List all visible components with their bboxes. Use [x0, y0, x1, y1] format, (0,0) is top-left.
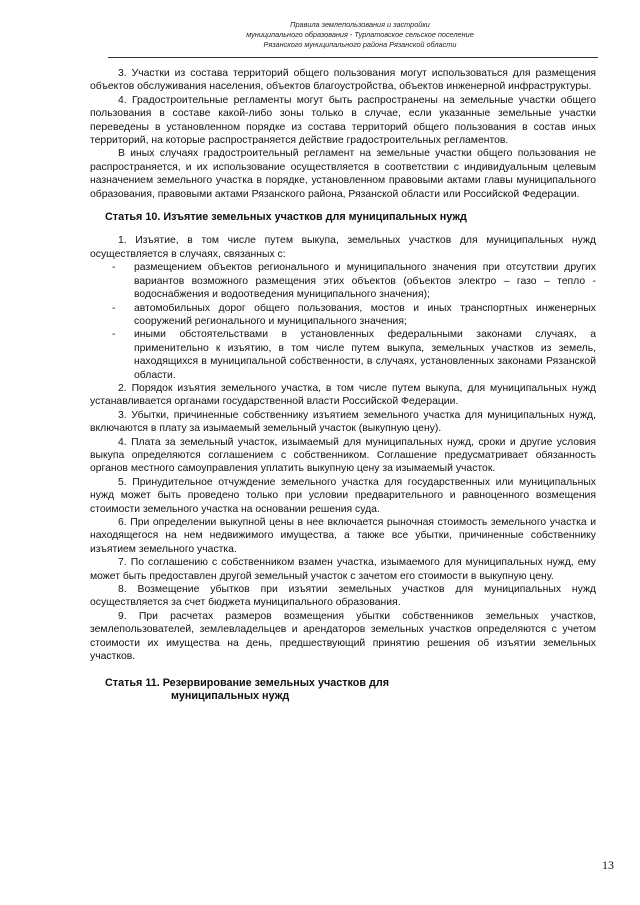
art10-paragraph-8: 8. Возмещение убытков при изъятии земельных участков для муниципальных нужд осуществляется за счет бюджета муниципального образования. [90, 584, 596, 609]
paragraph-3: 3. Участки из состава территорий общего пользования могут использоваться для размещения объектов обслуживания населения, объектов благоустройства, объектов инженерной инфраструктуры. [90, 68, 596, 93]
art10-paragraph-5: 5. Принудительное отчуждение земельного участка для государственных или муниципальных нужд может быть проведено только при условии предварительного и равноценного возмещения стоимости земельного участка на основании решения суда. [90, 476, 596, 515]
list-item: - автомобильных дорог общего пользования, мостов и иных транспортных инженерных сооружений регионального и муниципального значения; [112, 302, 596, 327]
art10-paragraph-1: 1. Изъятие, в том числе путем выкупа, земельных участков для муниципальных нужд осуществляется в случаях, связанных с: [90, 235, 596, 260]
header-divider [108, 57, 598, 58]
article-11-heading [105, 677, 596, 703]
article-11-heading-line-2: муниципальных нужд [171, 690, 290, 703]
art10-paragraph-9: 9. При расчетах размеров возмещения убытки собственников земельных участков, землепользователей, землевладельцев и арендаторов земельных участков определяются с учетом стоимости их имущества на день, предшествующий принятию решения об изъятии земельных участков. [90, 610, 596, 663]
paragraph-other-cases: В иных случаях градостроительный регламент на земельные участки общего пользования не распространяется, и их использование осуществляется в соответствии с индивидуальным целевым назначением земельного участка в порядке, установленном правовыми актами главы муниципального образования, правовыми актами Рязанского района, Рязанской области или Российской Федерации. [90, 148, 596, 200]
paragraph-4: 4. Градостроительные регламенты могут быть распространены на земельные участки общего пользования в составе какой-либо зоны только в случае, если указанные земельные участки переведены в установленном порядке из состава территорий общего пользования в состав иных территорий, на которые распространяется действие градостроительных регламентов. [90, 94, 596, 147]
list-item: - иными обстоятельствами в установленных федеральными законами случаях, а применительно к изъятию, в том числе путем выкупа, земельных участков из земель, находящихся в муниципальной собственности, в случаях, установленных законами Рязанской области. [112, 329, 596, 381]
art10-paragraph-4: 4. Плата за земельный участок, изымаемый для муниципальных нужд, сроки и другие условия выкупа определяются соглашением с собственником. Соглашение предусматривает обязанность органов местного самоуправления уплатить выкупную цену за изымаемый участок. [90, 436, 596, 475]
art10-paragraph-3: 3. Убытки, причиненные собственнику изъятием земельного участка для муниципальных нужд, включаются в плату за изымаемый земельный участок (выкупную цену). [90, 409, 596, 435]
list-item: - размещением объектов регионального и муниципального значения при отсутствии других вариантов возможного размещения этих объектов (объектов электро – газо – тепло - водоснабжения и водоотведения муниципального значения); [112, 262, 596, 301]
article-10-heading: Статья 10. Изъятие земельных участков для муниципальных нужд [105, 211, 467, 224]
header-line-3: Рязанского муниципального района Рязанской области [263, 40, 457, 49]
art10-paragraph-6: 6. При определении выкупной цены в нее включается рыночная стоимость земельного участка и находящегося на нем недвижимого имущества, а также все убытки, причиненные собственнику изъятием земельного участка. [90, 517, 596, 555]
header-line-2: муниципального образования - Турлатовское сельское поселение [246, 30, 474, 39]
art10-paragraph-7: 7. По соглашению с собственником взамен участка, изымаемого для муниципальных нужд, ему может быть предоставлен другой земельный участок с зачетом его стоимости в выкупную цену. [90, 557, 596, 582]
page-body [90, 67, 596, 703]
page-number: 13 [602, 858, 614, 872]
art10-paragraph-2: 2. Порядок изъятия земельного участка, в том числе путем выкупа, для муниципальных нужд устанавливается органами государственной власти Российской Федерации. [90, 382, 596, 408]
header-line-1: Правила землепользования и застройки [290, 20, 430, 29]
running-header [150, 20, 570, 50]
art10-case-list [90, 261, 596, 382]
article-11-heading-line-1: Статья 11. Резервирование земельных участков для [105, 677, 390, 690]
